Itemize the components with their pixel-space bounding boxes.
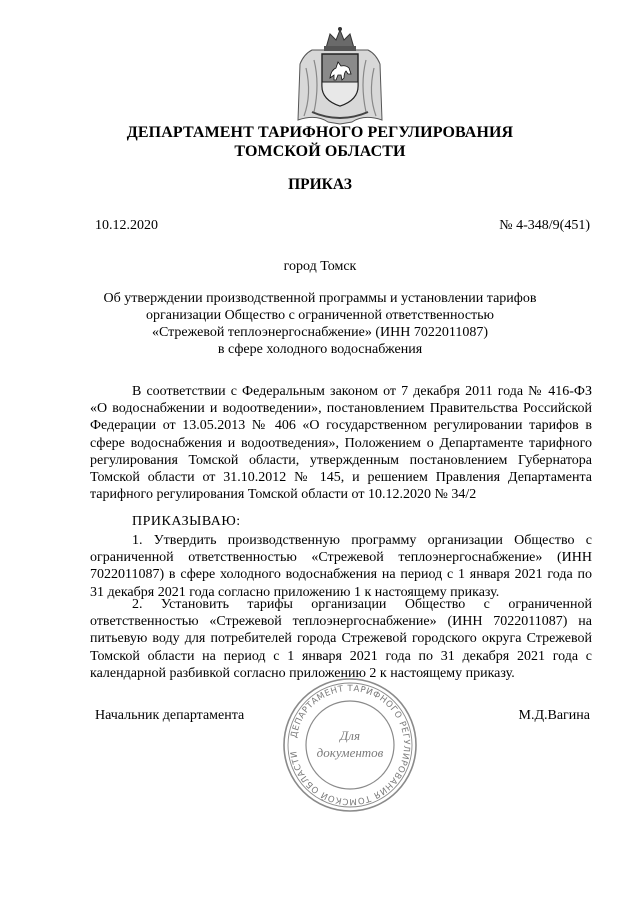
department-name-line2: ТОМСКОЙ ОБЛАСТИ xyxy=(234,143,406,160)
document-number: № 4-348/9(451) xyxy=(499,218,590,233)
seal-ring-text: ДЕПАРТАМЕНТ ТАРИФНОГО РЕГУЛИРОВАНИЯ ТОМСКОЙ ОБЛАСТИ xyxy=(289,683,412,807)
document-type-title: ПРИКАЗ xyxy=(288,176,352,193)
order-heading: ПРИКАЗЫВАЮ: xyxy=(132,514,241,529)
seal-center-line2: документов xyxy=(316,745,384,760)
subject-line: «Стрежевой теплоэнергоснабжение» (ИНН 7022011087) xyxy=(151,325,489,340)
document-city: город Томск xyxy=(283,259,357,274)
order-item-1: 1. Утвердить производственную программу организации Общество с ограниченной ответственностью «Стрежевой теплоэнергоснабжение» (ИНН 7022011087) в сфере холодного водоснабжения на период с 1 января 2021 года по 31 декабря 2021 года согласно приложению 1 к настоящему приказу. xyxy=(90,533,592,600)
signatory-title: Начальник департамента xyxy=(95,708,245,723)
round-seal-icon xyxy=(281,676,419,814)
preamble-paragraph: В соответствии с Федеральным законом от 7 декабря 2011 года № 416-ФЗ «О водоснабжении и водоотведении», постановлением Правительства Российской Федерации от 13.05.2013 № 406 «О государственном регулировании тарифов в сфере водоснабжения и водоотведения», Положением о Департаменте тарифного регулирования Томской области, утвержденным постановлением Губернатора Томской области от 31.10.2012 № 145, и решением Правления Департамента тарифного регулирования Томской области от 10.12.2020 № 34/2 xyxy=(90,384,592,503)
subject-line: в сфере холодного водоснабжения xyxy=(217,342,423,357)
tomsk-coat-of-arms-icon xyxy=(294,24,386,126)
signatory-name: М.Д.Вагина xyxy=(518,708,590,723)
document-date: 10.12.2020 xyxy=(95,218,158,233)
order-item-2: 2. Установить тарифы организации Общество с ограниченной ответственностью «Стрежевой теплоэнергоснабжение» (ИНН 7022011087) на питьевую воду для потребителей города Стрежевой городского округа Стрежевой Томской области на период с 1 января 2021 года по 31 декабря 2021 года с календарной разбивкой согласно приложению 2 к настоящему приказу. xyxy=(90,597,592,681)
document-subject xyxy=(100,290,540,358)
subject-line: организации Общество с ограниченной ответственностью xyxy=(145,308,495,323)
department-name-line1: ДЕПАРТАМЕНТ ТАРИФНОГО РЕГУЛИРОВАНИЯ xyxy=(126,124,514,141)
seal-center-line1: Для xyxy=(340,728,360,743)
subject-line: Об утверждении производственной программы и установлении тарифов xyxy=(103,291,537,306)
